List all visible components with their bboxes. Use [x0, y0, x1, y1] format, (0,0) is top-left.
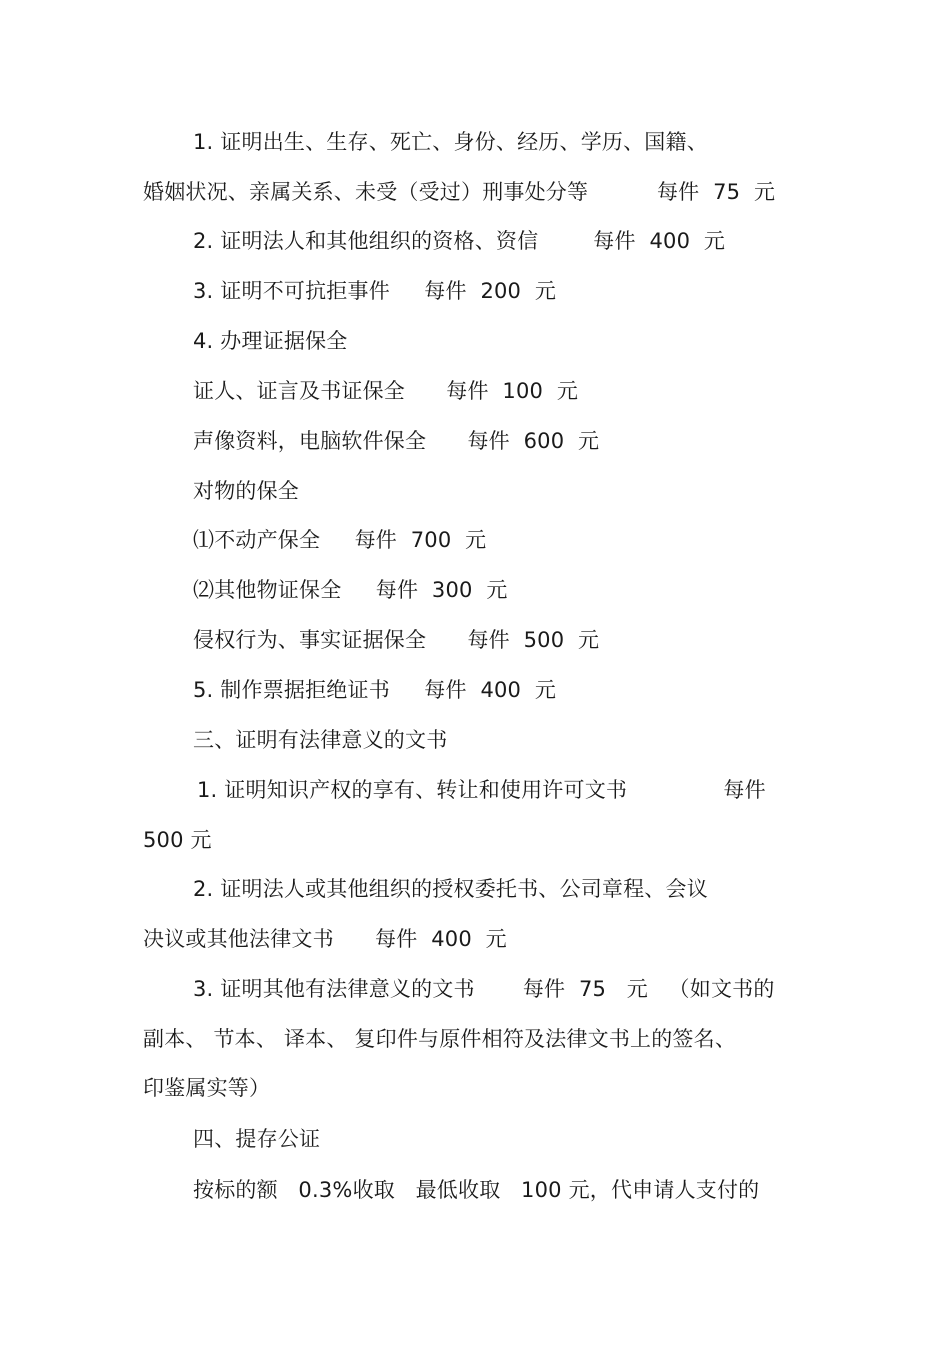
text-line-item-4: 4. 办理证据保全	[193, 329, 348, 353]
section-heading-3: 三、证明有法律意义的文书	[193, 728, 448, 752]
text-line-item-2: 2. 证明法人和其他组织的资格、资信 每件 400 元	[193, 229, 726, 253]
text-line-other-docs-end: 印鉴属实等）	[143, 1076, 271, 1100]
text-line-property-preservation: 对物的保全	[193, 479, 299, 503]
text-line-legal-person: 2. 证明法人或其他组织的授权委托书、公司章程、会议	[193, 877, 708, 901]
text-line-other-evidence: ⑵其他物证保全 每件 300 元	[193, 578, 508, 602]
text-line-other-docs: 3. 证明其他有法律意义的文书 每件 75 元 （如文书的	[193, 977, 775, 1001]
text-line-av-material: 声像资料，电脑软件保全 每件 600 元	[193, 429, 600, 453]
text-line-item-5: 5. 制作票据拒绝证书 每件 400 元	[193, 678, 557, 702]
text-line-item-1-cont: 婚姻状况、亲属关系、未受（受过）刑事处分等 每件 75 元	[143, 180, 776, 204]
text-line-item-3: 3. 证明不可抗拒事件 每件 200 元	[193, 279, 557, 303]
text-line-item-1: 1. 证明出生、生存、死亡、身份、经历、学历、国籍、	[193, 130, 708, 154]
text-line-deposit-fee: 按标的额 0.3%收取 最低收取 100 元，代申请人支付的	[193, 1178, 760, 1202]
section-heading-4: 四、提存公证	[193, 1127, 321, 1151]
text-line-ip: 1. 证明知识产权的享有、转让和使用许可文书 每件	[197, 778, 766, 802]
text-line-other-docs-cont: 副本、 节本、 译本、 复印件与原件相符及法律文书上的签名、	[143, 1027, 737, 1051]
text-line-real-estate: ⑴不动产保全 每件 700 元	[193, 528, 487, 552]
text-line-infringement: 侵权行为、事实证据保全 每件 500 元	[193, 628, 600, 652]
text-line-ip-fee: 500 元	[143, 828, 212, 852]
text-line-legal-person-cont: 决议或其他法律文书 每件 400 元	[143, 927, 507, 951]
text-line-witness: 证人、证言及书证保全 每件 100 元	[193, 379, 579, 403]
